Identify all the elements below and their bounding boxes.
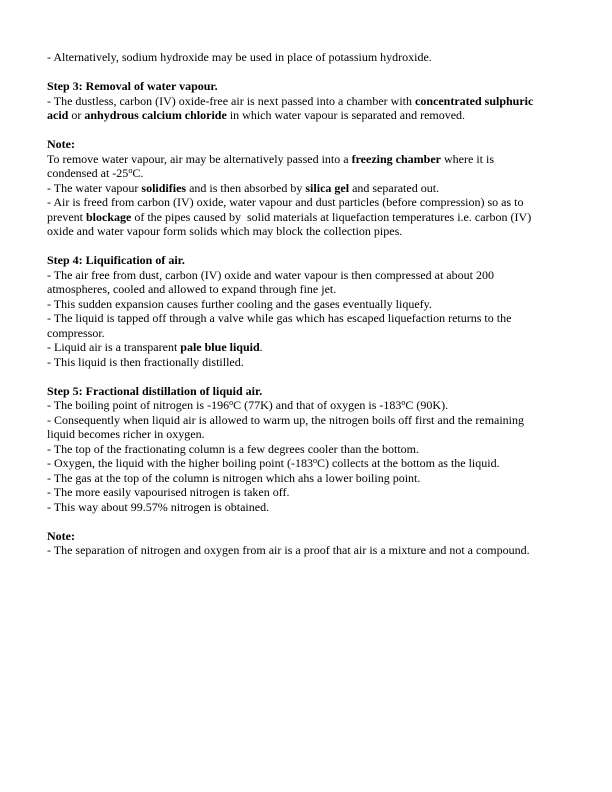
text-line xyxy=(47,413,578,428)
text-run: - This liquid is then fractionally distilled. xyxy=(47,354,244,369)
text-run: - Liquid air is a transparent xyxy=(47,340,181,354)
blank-line xyxy=(47,65,578,80)
text-run: pale blue liquid xyxy=(180,340,260,354)
text-run: Step 5: Fractional distillation of liquid air. xyxy=(47,383,263,398)
text-line xyxy=(47,311,578,326)
text-line xyxy=(47,181,578,196)
text-run: solidifies xyxy=(141,180,187,195)
text-run: - Oxygen, the liquid with the higher boiling point (-183 xyxy=(47,456,313,470)
text-line xyxy=(47,326,578,341)
text-run: condensed at -25 xyxy=(47,166,129,180)
text-line xyxy=(47,297,578,312)
text-run: - The boiling point of nitrogen is -196 xyxy=(47,398,230,412)
text-line xyxy=(47,340,578,355)
text-run: compressor. xyxy=(47,325,105,340)
text-line xyxy=(47,398,578,413)
document-text xyxy=(47,50,578,558)
text-line xyxy=(47,471,578,486)
text-run: Note: xyxy=(47,137,75,151)
text-line xyxy=(47,500,578,515)
text-line xyxy=(47,195,578,210)
text-run: C. xyxy=(132,166,144,180)
text-run: - The dustless, carbon (IV) oxide-free air is next passed into a chamber with xyxy=(47,93,415,108)
text-line xyxy=(47,268,578,283)
text-run: - The more easily vapourised nitrogen is taken off. xyxy=(47,485,290,499)
text-run: - The top of the fractionating column is a few degrees cooler than the bottom. xyxy=(47,441,419,456)
text-run: where it is xyxy=(441,151,494,166)
text-line xyxy=(47,485,578,500)
text-line xyxy=(47,79,578,94)
text-line xyxy=(47,166,578,181)
text-run: - Air is freed from carbon (IV) oxide, water vapour and dust particles (before compression) so as to xyxy=(47,195,524,209)
text-line xyxy=(47,152,578,167)
text-line xyxy=(47,456,578,471)
text-run: acid xyxy=(47,108,69,122)
text-run: - The liquid is tapped off through a valve while gas which has escaped liquefaction returns to the xyxy=(47,311,512,325)
text-line xyxy=(47,427,578,442)
text-line xyxy=(47,50,578,65)
text-line xyxy=(47,108,578,123)
text-run: - This sudden expansion causes further cooling and the gases eventually liquefy. xyxy=(47,296,432,311)
text-line xyxy=(47,543,578,558)
blank-line xyxy=(47,239,578,254)
text-run: - Consequently when liquid air is allowed to warm up, the nitrogen boils off first and the remaining xyxy=(47,412,525,427)
text-run: C (77K) and that of oxygen is -183 xyxy=(233,398,402,412)
text-run: and is then absorbed by xyxy=(186,180,306,195)
text-run: concentrated sulphuric xyxy=(415,93,534,108)
text-run: Step 4: Liquification of air. xyxy=(47,253,185,267)
text-run: o xyxy=(128,166,133,175)
text-run: . xyxy=(259,340,263,354)
text-line xyxy=(47,210,578,225)
blank-line xyxy=(47,514,578,529)
text-line xyxy=(47,355,578,370)
text-line xyxy=(47,137,578,152)
text-run: freezing chamber xyxy=(351,151,441,166)
text-run: Note: xyxy=(47,528,75,543)
text-run: and separated out. xyxy=(349,180,440,195)
text-line xyxy=(47,94,578,109)
text-run: o xyxy=(229,398,234,407)
text-line xyxy=(47,529,578,544)
text-run: - The water vapour xyxy=(47,180,142,195)
text-run: To remove water vapour, air may be alternatively passed into a xyxy=(47,151,352,166)
text-run: o xyxy=(401,398,406,407)
text-run: C (90K). xyxy=(405,398,449,412)
text-line xyxy=(47,224,578,239)
text-line xyxy=(47,442,578,457)
blank-line xyxy=(47,369,578,384)
text-run: blockage xyxy=(85,209,132,224)
text-line xyxy=(47,253,578,268)
text-run: liquid becomes richer in oxygen. xyxy=(47,427,205,441)
text-run: oxide and water vapour form solids which may block the collection pipes. xyxy=(47,224,403,238)
text-run: - The separation of nitrogen and oxygen from air is a proof that air is a mixture and not a compound. xyxy=(47,543,530,557)
text-run: in which water vapour is separated and removed. xyxy=(226,108,466,122)
text-run: - Alternatively, sodium hydroxide may be used in place of potassium hydroxide. xyxy=(47,50,432,64)
text-run: anhydrous calcium chloride xyxy=(84,108,227,122)
text-run: silica gel xyxy=(305,180,350,195)
blank-line xyxy=(47,123,578,138)
text-run: C) collects at the bottom as the liquid. xyxy=(316,456,500,470)
text-run: - The gas at the top of the column is nitrogen which ahs a lower boiling point. xyxy=(47,470,421,485)
text-line xyxy=(47,282,578,297)
text-run: atmospheres, cooled and allowed to expand through fine jet. xyxy=(47,282,337,296)
text-run: o xyxy=(312,456,317,465)
text-run: prevent xyxy=(47,209,86,224)
text-run: Step 3: Removal of water vapour. xyxy=(47,79,218,93)
text-line xyxy=(47,384,578,399)
text-run: - The air free from dust, carbon (IV) oxide and water vapour is then compressed at about 200 xyxy=(47,267,494,282)
text-run: of the pipes caused by solid materials at liquefaction temperatures i.e. carbon (IV) xyxy=(131,209,532,224)
text-run: or xyxy=(68,108,85,122)
text-run: - This way about 99.57% nitrogen is obtained. xyxy=(47,499,270,514)
